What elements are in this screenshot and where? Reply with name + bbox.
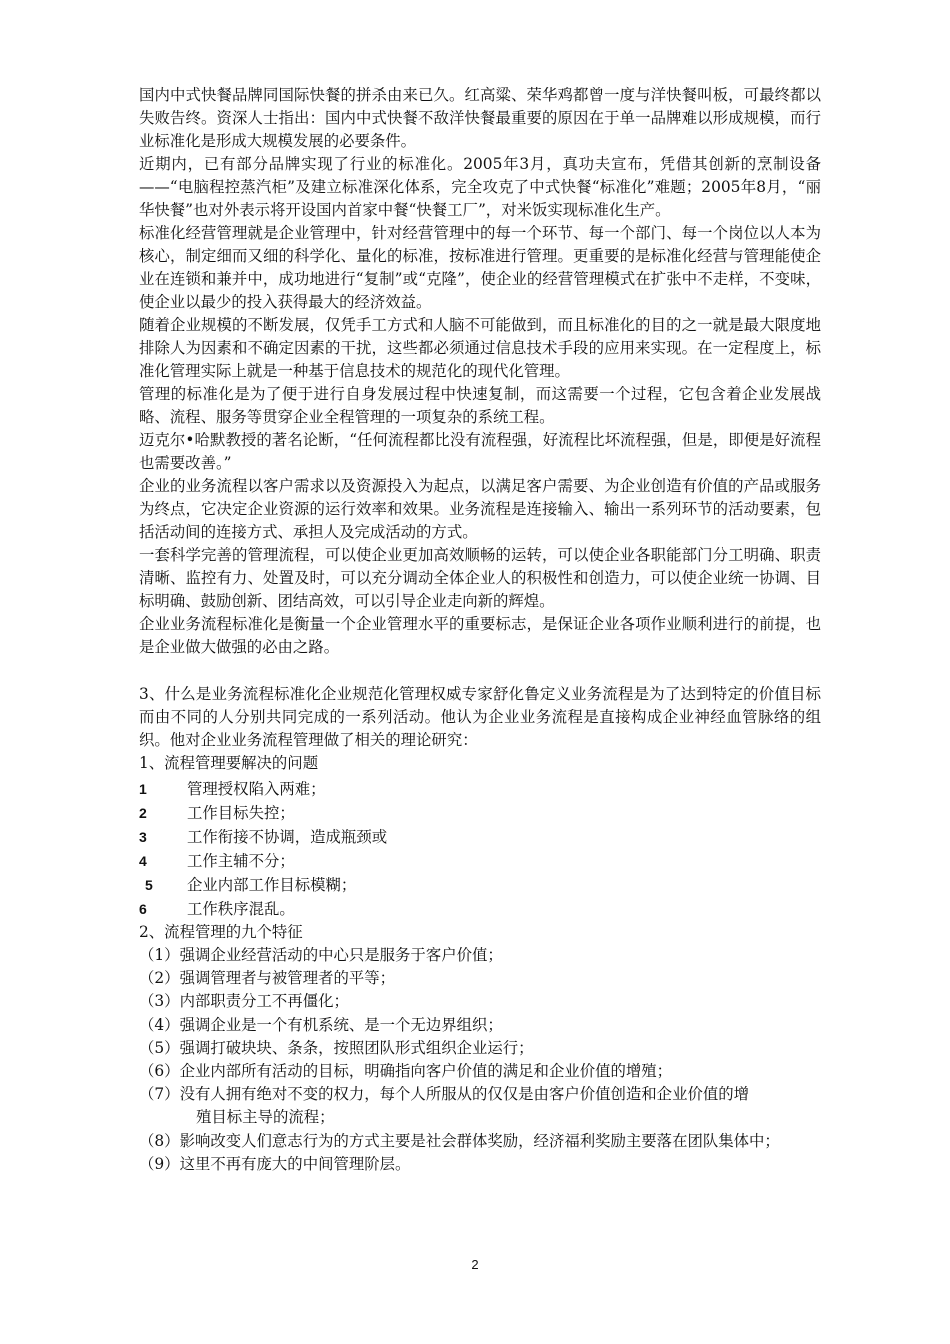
list-item: （3）内部职责分工不再僵化； — [139, 992, 349, 1011]
feature-list — [139, 944, 821, 1176]
document-body — [139, 84, 821, 1176]
paragraph: 近期内，已有部分品牌实现了行业的标准化。2005年3月，真功夫宣布，凭借其创新的烹制设备——“电脑程控蒸汽柜”及建立标准深化体系，完全攻克了中式快餐“标准化”难题；2005年8月，“丽华快餐”也对外表示将开设国内首家中餐“快餐工厂”，对米饭实现标准化生产。 — [139, 155, 821, 219]
spacer — [139, 659, 821, 683]
list-item: （9）这里不再有庞大的中间管理阶层。 — [139, 1154, 411, 1173]
paragraph: 标准化经营管理就是企业管理中，针对经营管理中的每一个环节、每一个部门、每一个岗位以人本为核心，制定细而又细的科学化、量化的标准，按标准进行管理。更重要的是标准化经营与管理能使企业在连锁和兼并中，成功地进行“复制”或“克隆”，使企业的经营管理模式在扩张中不走样，不变味，使企业以最少的投入获得最大的经济效益。 — [139, 224, 821, 311]
paragraph: 企业的业务流程以客户需求以及资源投入为起点，以满足客户需要、为企业创造有价值的产品或服务为终点，它决定企业资源的运行效率和效果。业务流程是连接输入、输出一系列环节的活动要素，包括活动间的连接方式、承担人及完成活动的方式。 — [139, 477, 821, 541]
paragraph: 一套科学完善的管理流程，可以使企业更加高效顺畅的运转，可以使企业各职能部门分工明确、职责清晰、监控有力、处置及时，可以充分调动全体企业人的积极性和创造力，可以使企业统一协调、目标明确、鼓励创新、团结高效，可以引导企业走向新的辉煌。 — [139, 546, 821, 610]
list-item: 6 工作秩序混乱。 — [139, 900, 295, 918]
list-item: （4）强调企业是一个有机系统、是一个无边界组织； — [139, 1015, 503, 1034]
paragraph: 迈克尔•哈默教授的著名论断，“任何流程都比没有流程强，好流程比坏流程强，但是，即便是好流程也需要改善。” — [139, 431, 821, 472]
list-item: 5 企业内部工作目标模糊； — [145, 876, 357, 894]
paragraph: 企业业务流程标准化是衡量一个企业管理水平的重要标志，是保证企业各项作业顺利进行的前提，也是企业做大做强的必由之路。 — [139, 615, 821, 656]
list-item: （2）强调管理者与被管理者的平等； — [139, 969, 396, 988]
heading-problems: 1、流程管理要解决的问题 — [139, 754, 319, 772]
list-item: 1 管理授权陷入两难； — [139, 780, 326, 798]
heading-features: 2、流程管理的九个特征 — [139, 923, 303, 941]
list-item: （5）强调打破块块、条条，按照团队形式组织企业运行； — [139, 1038, 534, 1057]
list-item: （7）没有人拥有绝对不变的权力，每个人所服从的仅仅是由客户价值创造和企业价值的增 殖目标主导的流程； — [139, 1085, 750, 1127]
list-item: （8）影响改变人们意志行为的方式主要是社会群体奖励，经济福利奖励主要落在团队集体中； — [139, 1131, 780, 1150]
list-item: 2 工作目标失控； — [139, 804, 295, 822]
list-item: 4 工作主辅不分； — [139, 852, 295, 870]
list-item: 3 工作衔接不协调，造成瓶颈或 — [139, 828, 388, 846]
section-3-paragraph: 3、什么是业务流程标准化企业规范化管理权威专家舒化鲁定义业务流程是为了达到特定的价值目标而由不同的人分别共同完成的一系列活动。他认为企业业务流程是直接构成企业神经血管脉络的组织。他对企业业务流程管理做了相关的理论研究： — [139, 685, 821, 749]
list-item: （1）强调企业经营活动的中心只是服务于客户价值； — [139, 946, 503, 964]
paragraph: 国内中式快餐品牌同国际快餐的拼杀由来已久。红高粱、荣华鸡都曾一度与洋快餐叫板，可最终都以失败告终。资深人士指出：国内中式快餐不敌洋快餐最重要的原因在于单一品牌难以形成规模，而行业标准化是形成大规模发展的必要条件。 — [139, 86, 821, 150]
paragraph: 管理的标准化是为了便于进行自身发展过程中快速复制，而这需要一个过程，它包含着企业发展战略、流程、服务等贯穿企业全程管理的一项复杂的系统工程。 — [139, 385, 821, 426]
paragraph: 随着企业规模的不断发展，仅凭手工方式和人脑不可能做到，而且标准化的目的之一就是最大限度地排除人为因素和不确定因素的干扰，这些都必须通过信息技术手段的应用来实现。在一定程度上，标准化管理实际上就是一种基于信息技术的规范化的现代化管理。 — [139, 316, 821, 380]
page-number: 2 — [471, 1257, 479, 1272]
problem-list — [139, 777, 821, 921]
list-item: （6）企业内部所有活动的目标，明确指向客户价值的满足和企业价值的增殖； — [139, 1062, 673, 1081]
